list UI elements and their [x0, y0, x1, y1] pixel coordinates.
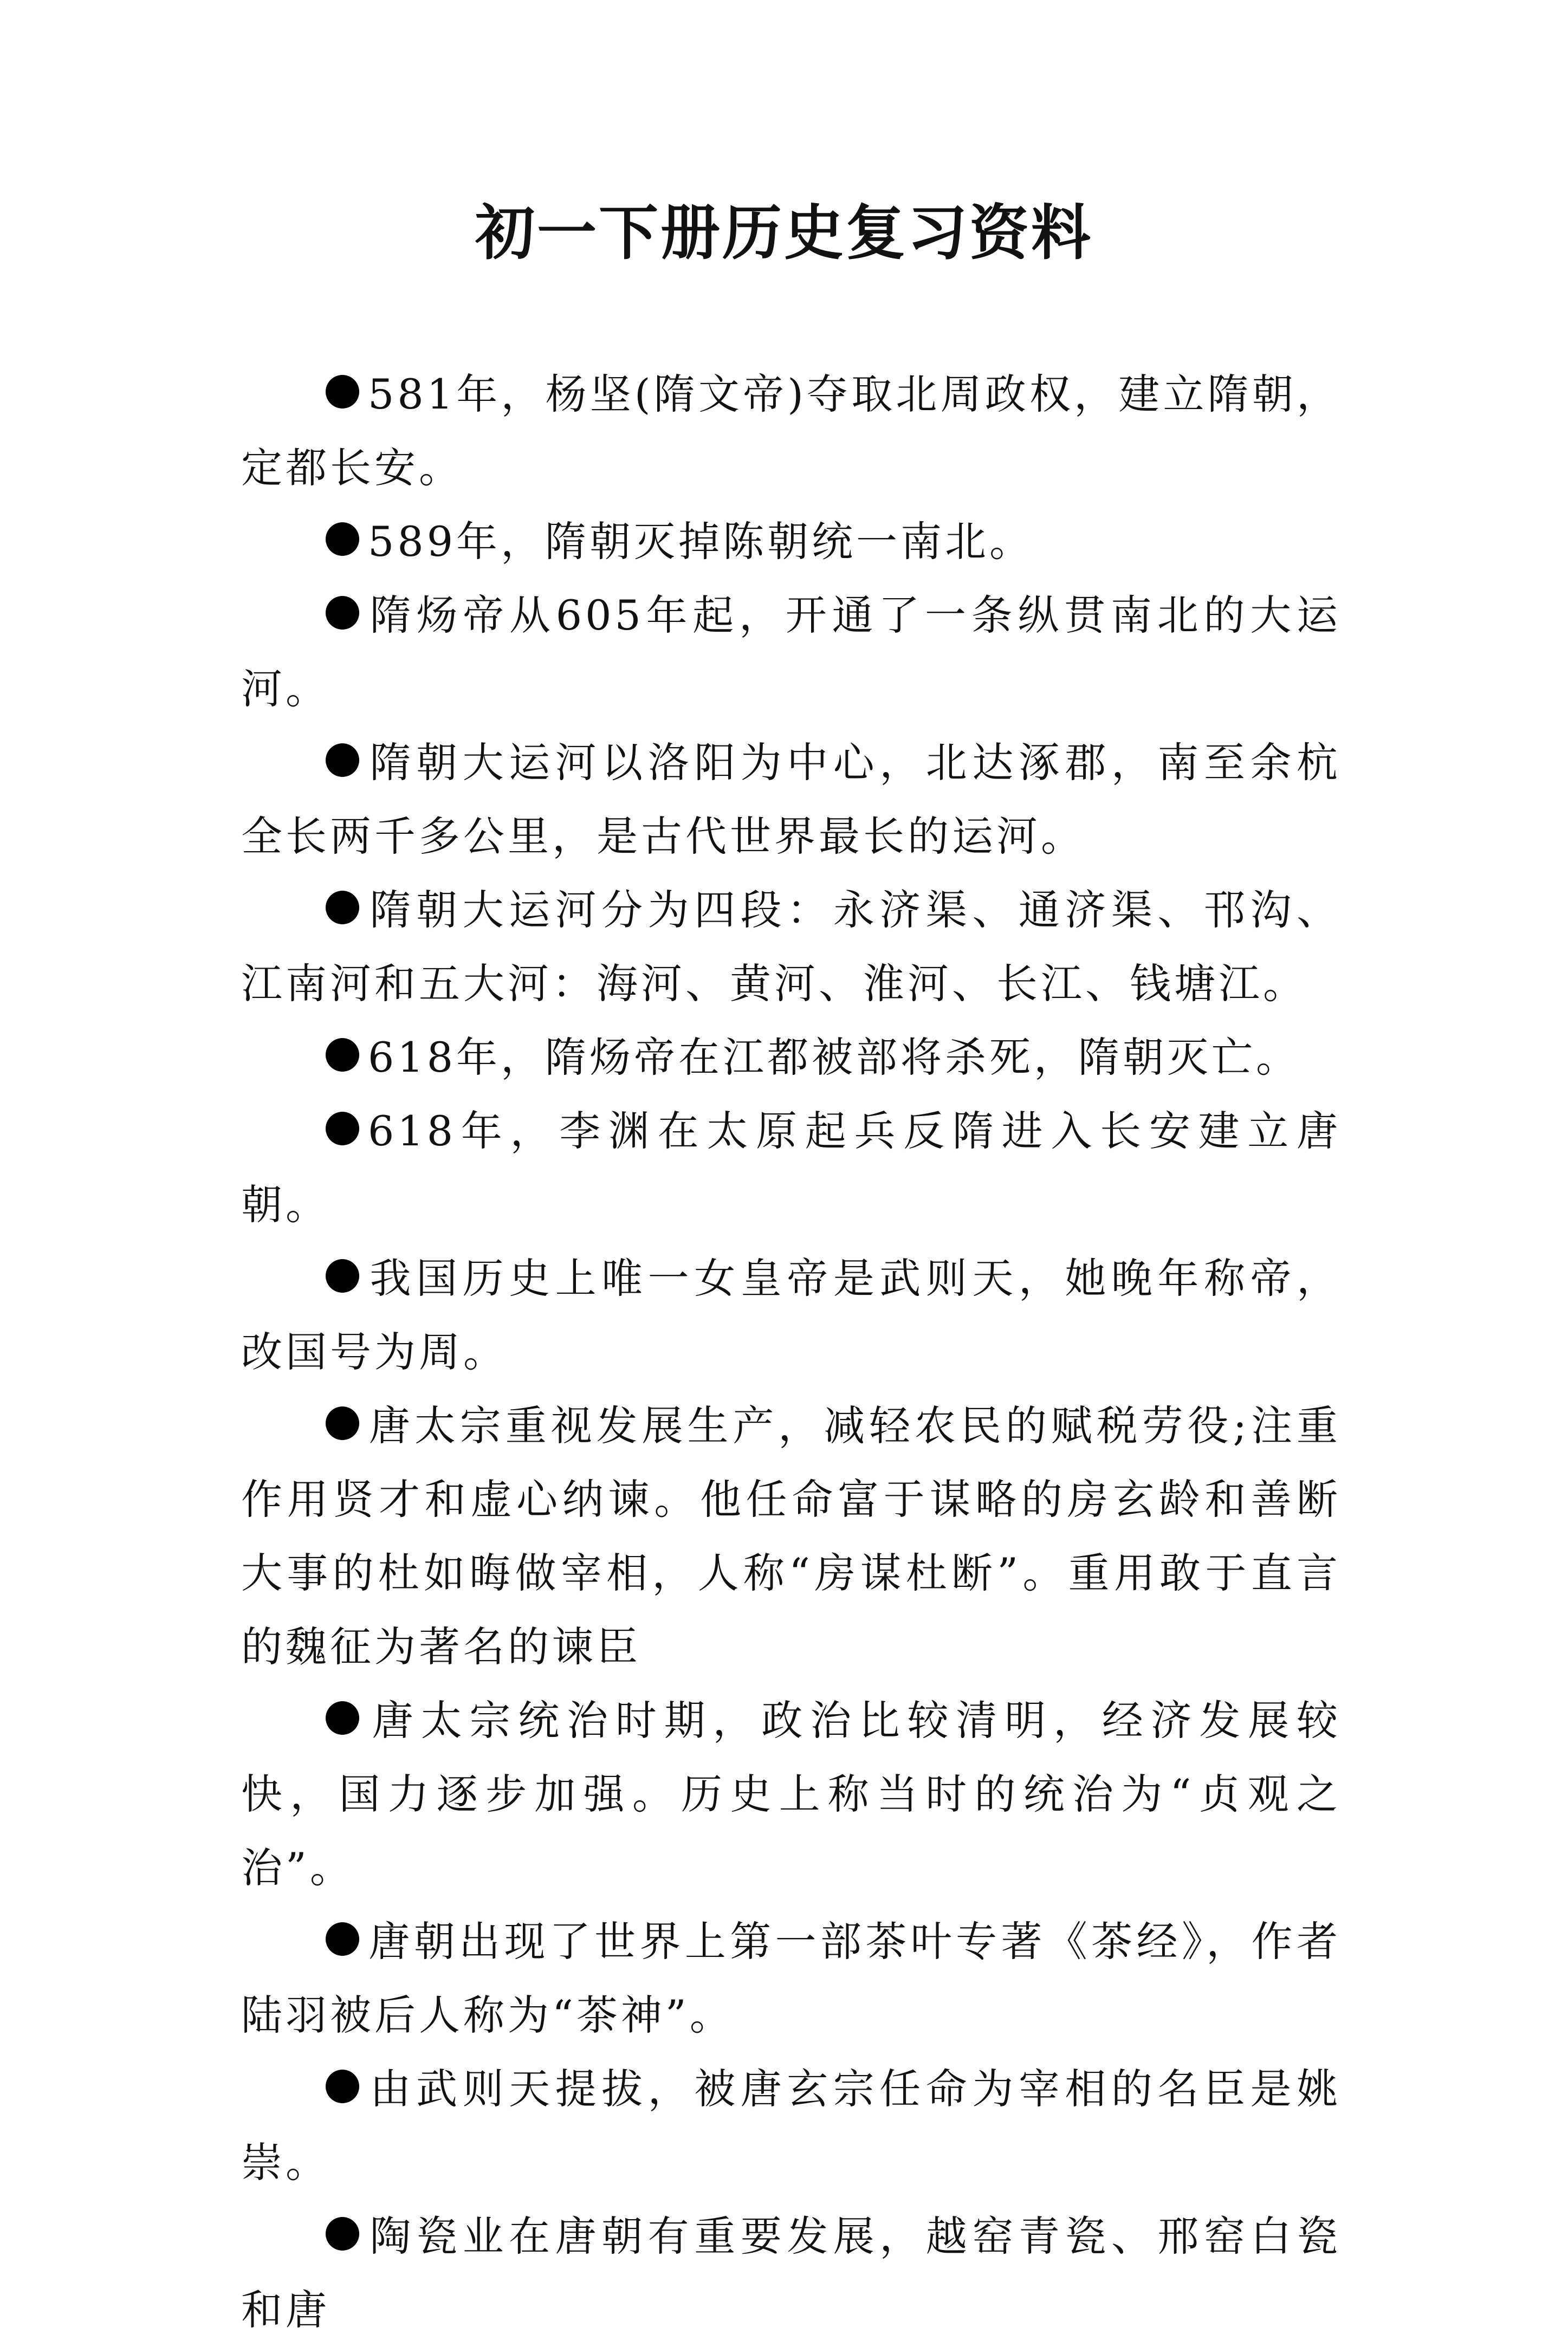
paragraph-9 [241, 1389, 1341, 1684]
paragraph-1 [241, 358, 1341, 505]
bullet-icon [323, 519, 365, 560]
bullet-icon [323, 740, 365, 781]
bullet-icon [323, 1919, 365, 1960]
paragraph-11 [241, 1905, 1341, 2052]
paragraph-12 [241, 2052, 1341, 2200]
bullet-icon [323, 1403, 365, 1444]
paragraph-5 [241, 873, 1341, 1021]
document-body [241, 358, 1341, 2347]
bullet-icon [323, 372, 365, 413]
paragraph-text: 唐太宗统治时期，政治比较清明，经济发展较快，国力逐步加强。历史上称当时的统治为“贞观之治”。 [241, 1696, 1341, 1892]
paragraph-2 [241, 505, 1341, 579]
paragraph-8 [241, 1242, 1341, 1389]
paragraph-text: 581年，杨坚(隋文帝)夺取北周政权，建立隋朝，定都长安。 [241, 370, 1341, 492]
paragraph-text: 618年，李渊在太原起兵反隋进入长安建立唐朝。 [241, 1107, 1341, 1229]
paragraph-text: 618年，隋炀帝在江都被部将杀死，隋朝灭亡。 [368, 1033, 1301, 1081]
bullet-icon [323, 2066, 365, 2108]
paragraph-text: 陶瓷业在唐朝有重要发展，越窑青瓷、邢窑白瓷和唐 [241, 2212, 1341, 2334]
paragraph-13 [241, 2200, 1341, 2347]
paragraph-3 [241, 579, 1341, 726]
bullet-icon [323, 1698, 365, 1739]
paragraph-text: 589年，隋朝灭掉陈朝统一南北。 [368, 517, 1034, 566]
bullet-icon [323, 1108, 365, 1150]
bullet-icon [323, 887, 365, 929]
bullet-icon [323, 593, 365, 634]
bullet-icon [323, 1256, 365, 1297]
paragraph-text: 隋朝大运河分为四段：永济渠、通济渠、邗沟、江南河和五大河：海河、黄河、淮河、长江、钱塘江。 [241, 886, 1341, 1008]
paragraph-7 [241, 1094, 1341, 1242]
bullet-icon [323, 1035, 365, 1076]
paragraph-4 [241, 726, 1341, 873]
paragraph-text: 唐朝出现了世界上第一部茶叶专著《茶经》，作者陆羽被后人称为“茶神”。 [241, 1917, 1341, 2039]
paragraph-text: 我国历史上唯一女皇帝是武则天，她晚年称帝，改国号为周。 [241, 1254, 1341, 1376]
paragraph-text: 唐太宗重视发展生产，减轻农民的赋税劳役;注重作用贤才和虚心纳谏。他任命富于谋略的房玄龄和善断大事的杜如晦做宰相，人称“房谋杜断”。重用敢于直言的魏征为著名的谏臣 [241, 1402, 1341, 1671]
paragraph-6 [241, 1021, 1341, 1094]
document-title: 初一下册历史复习资料 [475, 198, 1093, 268]
paragraph-text: 由武则天提拔，被唐玄宗任命为宰相的名臣是姚崇。 [241, 2065, 1341, 2187]
paragraph-10 [241, 1684, 1341, 1905]
paragraph-text: 隋炀帝从605年起，开通了一条纵贯南北的大运河。 [241, 591, 1341, 713]
paragraph-text: 隋朝大运河以洛阳为中心，北达涿郡，南至余杭全长两千多公里，是古代世界最长的运河。 [241, 738, 1341, 860]
bullet-icon [323, 2214, 365, 2255]
